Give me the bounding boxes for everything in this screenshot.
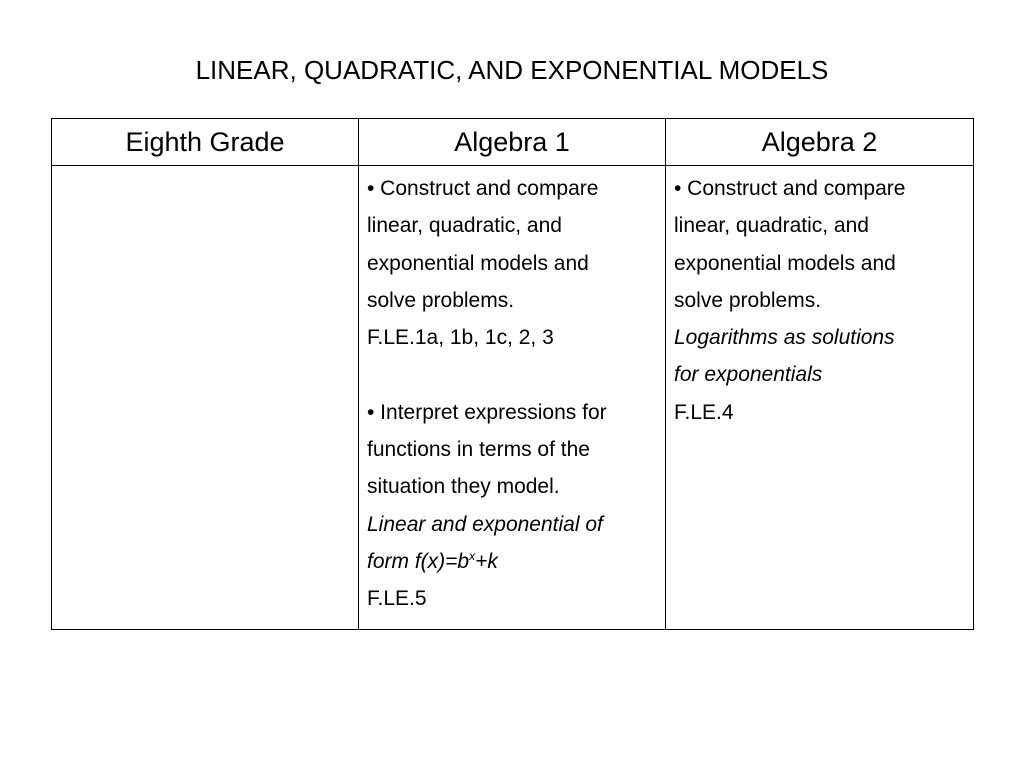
algebra2-line: exponential models and <box>674 251 896 275</box>
formula-exponent: x <box>469 548 476 563</box>
algebra2-note: Logarithms as solutions <box>674 326 895 350</box>
algebra1-item1-line: • Construct and compare <box>367 177 599 200</box>
algebra1-item1-standard: F.LE.1a, 1b, 1c, 2, 3 <box>367 326 554 350</box>
algebra2-standard: F.LE.4 <box>674 400 734 424</box>
algebra-2-cell <box>666 166 974 630</box>
algebra1-item2-formula <box>367 543 657 580</box>
header-algebra-1: Algebra 1 <box>359 119 666 166</box>
formula-suffix: +k <box>475 549 498 573</box>
algebra1-item2-standard: F.LE.5 <box>367 587 427 611</box>
algebra1-item2-line: situation they model. <box>367 475 560 499</box>
spacer <box>367 356 657 393</box>
algebra2-line: • Construct and compare <box>674 177 906 200</box>
eighth-grade-cell <box>52 166 359 630</box>
algebra2-note: for exponentials <box>674 363 823 387</box>
algebra1-item2-note: Linear and exponential of <box>367 512 603 536</box>
algebra1-item1-line: exponential models and <box>367 251 589 275</box>
header-algebra-2: Algebra 2 <box>666 119 974 166</box>
algebra1-item1-line: solve problems. <box>367 288 515 312</box>
algebra1-item2-line: • Interpret expressions for <box>367 400 607 424</box>
algebra1-item1-line: linear, quadratic, and <box>367 214 562 238</box>
standards-table <box>51 118 974 630</box>
header-row <box>52 119 974 166</box>
slide-title: LINEAR, QUADRATIC, AND EXPONENTIAL MODELS <box>195 55 829 85</box>
algebra2-line: solve problems. <box>674 288 822 312</box>
formula-prefix: form f(x)=b <box>367 549 470 573</box>
algebra-1-cell <box>359 166 666 630</box>
header-eighth-grade: Eighth Grade <box>52 119 359 166</box>
algebra1-item2-line: functions in terms of the <box>367 438 590 462</box>
content-row <box>52 166 974 630</box>
algebra2-line: linear, quadratic, and <box>674 214 869 238</box>
